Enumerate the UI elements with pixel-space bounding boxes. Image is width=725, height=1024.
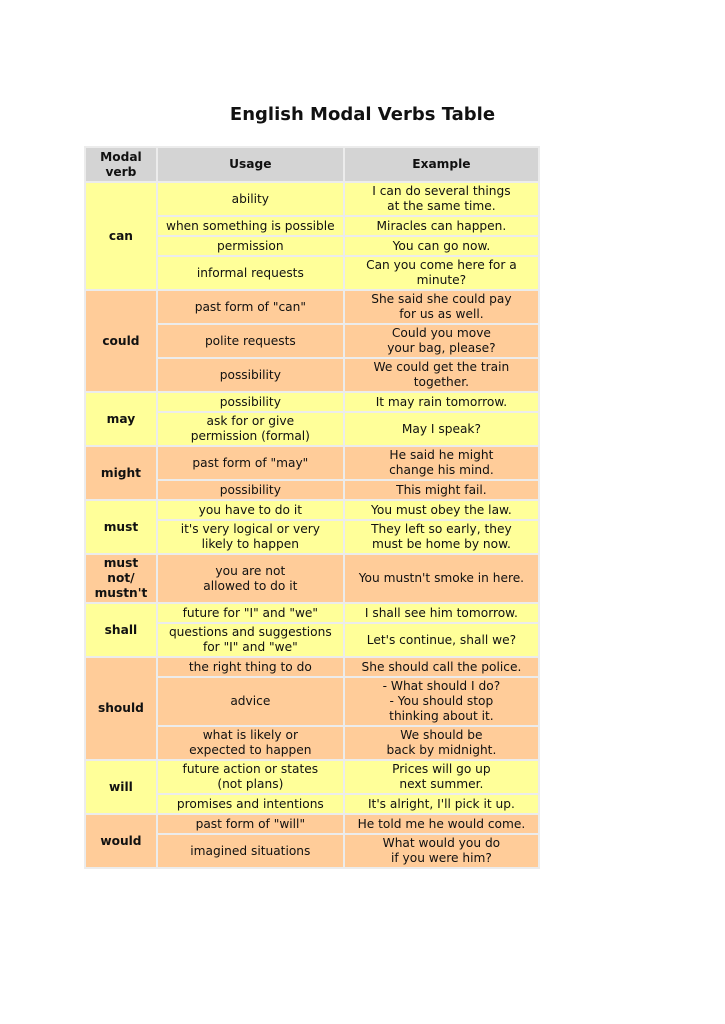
- example-cell: Miracles can happen.: [345, 217, 538, 235]
- example-cell: Could you move your bag, please?: [345, 325, 538, 357]
- example-cell: They left so early, they must be home by now.: [345, 521, 538, 553]
- example-cell: Prices will go up next summer.: [345, 761, 538, 793]
- modal-verb-cell: must not/ mustn't: [86, 555, 156, 602]
- usage-cell: ask for or give permission (formal): [158, 413, 343, 445]
- usage-cell: promises and intentions: [158, 795, 343, 813]
- example-cell: Can you come here for a minute?: [345, 257, 538, 289]
- example-cell: - What should I do? - You should stop thinking about it.: [345, 678, 538, 725]
- example-cell: You mustn't smoke in here.: [345, 555, 538, 602]
- table-row: [86, 447, 538, 479]
- example-cell: He told me he would come.: [345, 815, 538, 833]
- example-cell: You can go now.: [345, 237, 538, 255]
- example-cell: We should be back by midnight.: [345, 727, 538, 759]
- header-usage: Usage: [158, 148, 343, 181]
- usage-cell: permission: [158, 237, 343, 255]
- usage-cell: when something is possible: [158, 217, 343, 235]
- modal-verb-cell: shall: [86, 604, 156, 656]
- usage-cell: it's very logical or very likely to happen: [158, 521, 343, 553]
- usage-cell: future action or states (not plans): [158, 761, 343, 793]
- usage-cell: possibility: [158, 359, 343, 391]
- usage-cell: imagined situations: [158, 835, 343, 867]
- table-row: [86, 555, 538, 602]
- example-cell: May I speak?: [345, 413, 538, 445]
- usage-cell: past form of "may": [158, 447, 343, 479]
- example-cell: I can do several things at the same time.: [345, 183, 538, 215]
- usage-cell: past form of "will": [158, 815, 343, 833]
- usage-cell: you have to do it: [158, 501, 343, 519]
- example-cell: We could get the train together.: [345, 359, 538, 391]
- example-cell: She should call the police.: [345, 658, 538, 676]
- modal-verb-cell: may: [86, 393, 156, 445]
- modal-verb-cell: must: [86, 501, 156, 553]
- modal-verb-cell: will: [86, 761, 156, 813]
- table-row: [86, 183, 538, 215]
- modal-verb-cell: could: [86, 291, 156, 391]
- page-title: English Modal Verbs Table: [229, 104, 496, 125]
- example-cell: It's alright, I'll pick it up.: [345, 795, 538, 813]
- header-modal-verb: Modal verb: [86, 148, 156, 181]
- usage-cell: questions and suggestions for "I" and "we": [158, 624, 343, 656]
- example-cell: Let's continue, shall we?: [345, 624, 538, 656]
- modal-verb-cell: can: [86, 183, 156, 289]
- example-cell: This might fail.: [345, 481, 538, 499]
- header-example: Example: [345, 148, 538, 181]
- table-row: [86, 393, 538, 411]
- example-cell: I shall see him tomorrow.: [345, 604, 538, 622]
- usage-cell: possibility: [158, 393, 343, 411]
- table-row: [86, 501, 538, 519]
- usage-cell: polite requests: [158, 325, 343, 357]
- usage-cell: possibility: [158, 481, 343, 499]
- usage-cell: informal requests: [158, 257, 343, 289]
- table-header-row: [86, 148, 538, 181]
- modal-verb-cell: should: [86, 658, 156, 759]
- usage-cell: the right thing to do: [158, 658, 343, 676]
- table-row: [86, 658, 538, 676]
- table-row: [86, 604, 538, 622]
- example-cell: He said he might change his mind.: [345, 447, 538, 479]
- example-cell: What would you do if you were him?: [345, 835, 538, 867]
- usage-cell: ability: [158, 183, 343, 215]
- usage-cell: past form of "can": [158, 291, 343, 323]
- table-row: [86, 291, 538, 323]
- example-cell: It may rain tomorrow.: [345, 393, 538, 411]
- example-cell: She said she could pay for us as well.: [345, 291, 538, 323]
- usage-cell: you are not allowed to do it: [158, 555, 343, 602]
- table-row: [86, 815, 538, 833]
- usage-cell: advice: [158, 678, 343, 725]
- modal-verb-cell: would: [86, 815, 156, 867]
- usage-cell: what is likely or expected to happen: [158, 727, 343, 759]
- example-cell: You must obey the law.: [345, 501, 538, 519]
- table-row: [86, 761, 538, 793]
- modal-verb-cell: might: [86, 447, 156, 499]
- usage-cell: future for "I" and "we": [158, 604, 343, 622]
- modal-verbs-table: [84, 146, 540, 869]
